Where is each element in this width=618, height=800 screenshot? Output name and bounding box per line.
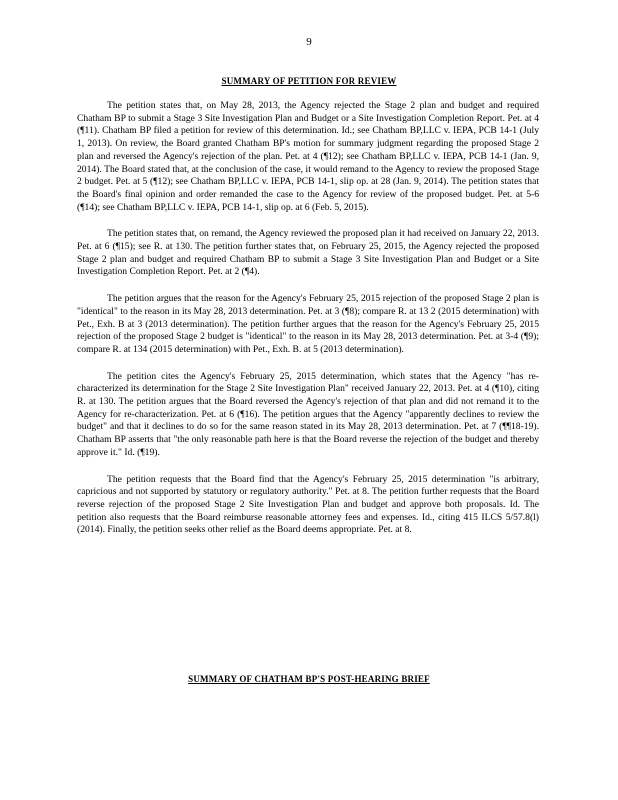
section-heading-petition [0, 76, 618, 86]
page-number: 9 [306, 36, 312, 48]
section-heading-petition-text: SUMMARY OF PETITION FOR REVIEW [221, 76, 397, 86]
paragraph-4: The petition cites the Agency's February 25, 2015 determination, which states that the Agency "has re-characterized its determination for the Stage 2 Site Investigation Plan" received January 22, 2013. Pet. at 4 (¶10), citing R. at 130. The petition argues that the Board reversed the Agency's rejection of that plan and did not remand it to the Agency for re-characterization. Pet. at 6 (¶16). The petition argues that the Agency "apparently declines to review the budget" and that it declines to do so for the same reason stated in its May 28, 2013 determination. Pet. at 7 (¶¶18-19). Chatham BP asserts that "the only reasonable path here is that the Board reverse the rejection of the budget and thereby approve it." Id. (¶19). [77, 370, 539, 458]
paragraph-2: The petition states that, on remand, the Agency reviewed the proposed plan it had received on January 22, 2013. Pet. at 6 (¶15); see R. at 130. The petition further states that, on February 25, 2015, the Agency rejected the proposed Stage 2 plan and budget and required Chatham BP to submit a Stage 3 Site Investigation Plan and Budget or a Site Investigation Completion Report. Pet. at 2 (¶4). [77, 228, 539, 278]
paragraph-1: The petition states that, on May 28, 2013, the Agency rejected the Stage 2 plan and budget and required Chatham BP to submit a Stage 3 Site Investigation Plan and Budget or a Site Investigation Completion Report. Pet. at 4 (¶11). Chatham BP filed a petition for review of this determination. Id.; see Chatham BP,LLC v. IEPA, PCB 14-1 (July 1, 2013). On review, the Board granted Chatham BP's motion for summary judgment regarding the proposed Stage 2 plan and reversed the Agency's rejection of the plan. Pet. at 4 (¶12); see Chatham BP,LLC v. IEPA, PCB 14-1 (Jan. 9, 2014). The Board stated that, at the conclusion of the case, it would remand to the Agency to review the proposed Stage 2 budget. Pet. at 5 (¶12); see Chatham BP,LLC v. IEPA, PCB 14-1, slip op. at 28 (Jan. 9, 2014). The petition states that the Board's final opinion and order remanded the case to the Agency for review of the proposed budget. Pet. at 5-6 (¶14); see Chatham BP,LLC v. IEPA, PCB 14-1, slip op. at 6 (Feb. 5, 2015). [77, 100, 539, 213]
body-text [77, 100, 539, 551]
section-heading-post-hearing [0, 674, 618, 684]
paragraph-3: The petition argues that the reason for the Agency's February 25, 2015 rejection of the proposed Stage 2 plan is "identical" to the reason in its May 28, 2013 determination. Pet. at 3 (¶8); compare R. at 13 2 (2015 determination) with Pet., Exh. B at 3 (2013 determination). The petition further argues that the reason for the Agency's February 25, 2015 rejection of the proposed Stage 2 budget is "identical" to the reason in its May 28, 2013 determination. Pet. at 3-4 (¶9); compare R. at 134 (2015 determination) with Pet., Exh. B. at 5 (2013 determination). [77, 293, 539, 355]
section-heading-post-hearing-text: SUMMARY OF CHATHAM BP'S POST-HEARING BRIEF [188, 674, 430, 684]
paragraph-5: The petition requests that the Board find that the Agency's February 25, 2015 determination "is arbitrary, capricious and not supported by statutory or regulatory authority." Pet. at 8. The petition further requests that the Board reverse rejection of the proposed Stage 2 Site Investigation Plan and budget and approve both proposals. Id. The petition also requests that the Board reimburse reasonable attorney fees and expenses. Id., citing 415 ILCS 5/57.8(l) (2014). Finally, the petition seeks other relief as the Board deems appropriate. Pet. at 8. [77, 473, 539, 536]
